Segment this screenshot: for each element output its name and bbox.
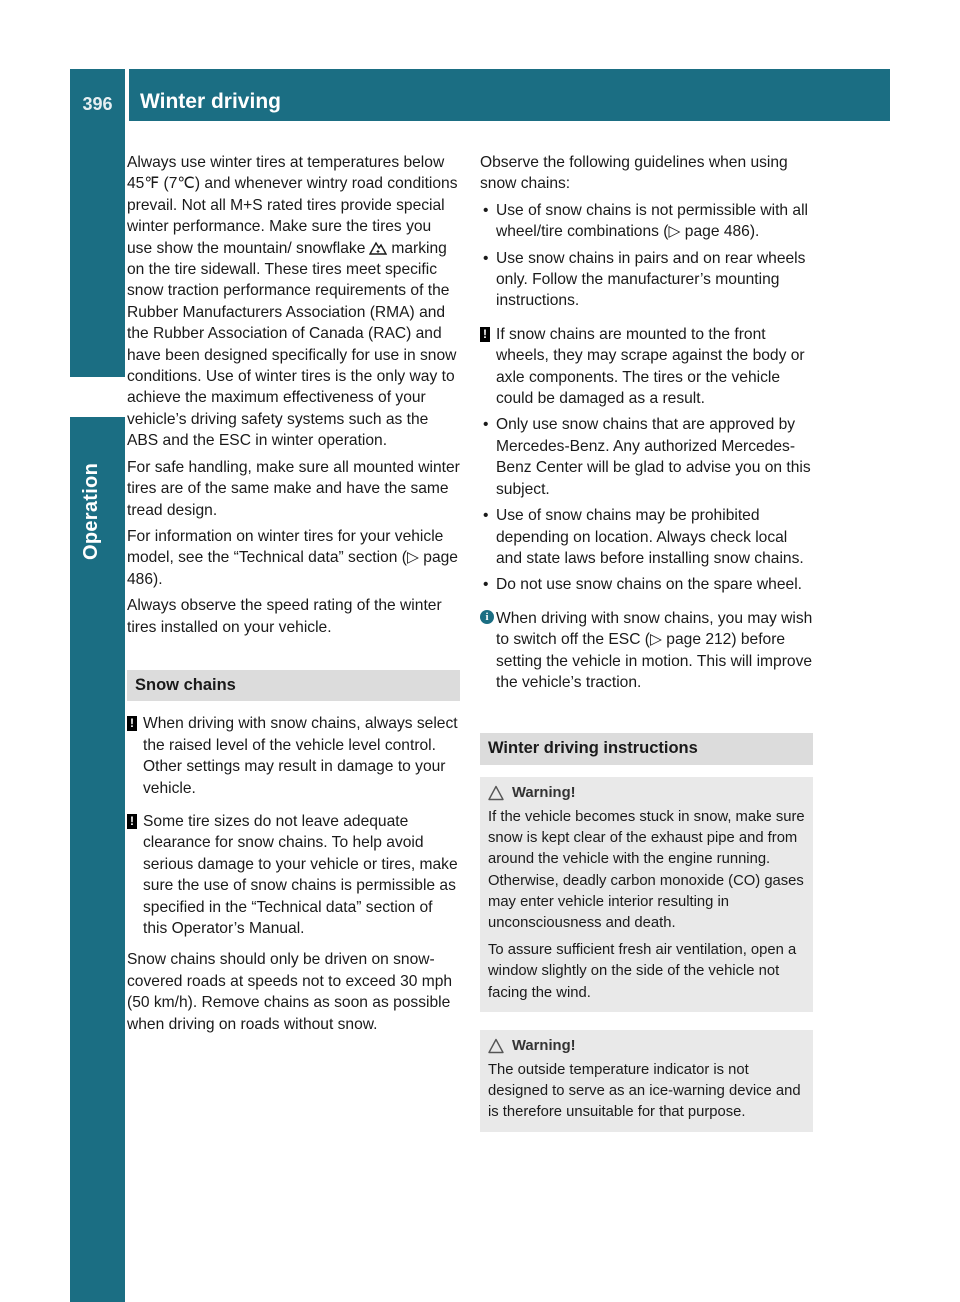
list-item: • Only use snow chains that are approved by Mercedes-Benz. Any authorized Mercedes-Benz Center will be glad to advise you on this subject. — [480, 414, 813, 500]
section-label: Operation — [80, 462, 102, 560]
warning-title: Warning! — [512, 1037, 576, 1054]
list-item: • Use snow chains in pairs and on rear wheels only. Follow the manufacturer’s mounting instructions. — [480, 248, 813, 312]
side-tab-marker — [70, 377, 125, 417]
header-divider — [125, 69, 129, 121]
exclamation-icon: ! — [127, 716, 137, 731]
exclamation-icon: ! — [480, 327, 490, 342]
info-icon: i — [480, 610, 494, 624]
right-column — [480, 152, 813, 1132]
page-title: Winter driving — [140, 90, 281, 113]
notice-vehicle-level: ! When driving with snow chains, always select the raised level of the vehicle level control. Other settings may result in damage to your vehicle. — [127, 713, 460, 799]
paragraph-safe-handling: For safe handling, make sure all mounted winter tires are of the same make and have the same tread design. — [127, 458, 460, 519]
list-item: • Do not use snow chains on the spare wheel. — [480, 574, 813, 595]
warning-triangle-icon — [488, 1038, 504, 1054]
section-heading-winter-driving: Winter driving instructions — [480, 733, 813, 764]
warning-text: If the vehicle becomes stuck in snow, make sure snow is kept clear of the exhaust pipe and from around the vehicle with the engine running. Otherwise, deadly carbon monoxide (CO) gases may enter vehicle interior resulting in unconsciousness and death. — [488, 808, 805, 931]
notice-front-wheels: ! If snow chains are mounted to the front wheels, they may scrape against the body or axle components. The tires or the vehicle could be damaged as a result. — [480, 324, 813, 410]
side-tab-block — [70, 121, 125, 1302]
paragraph-guidelines-intro: Observe the following guidelines when using snow chains: — [480, 154, 788, 193]
warning-triangle-icon — [488, 785, 504, 801]
paragraph-snow-chain-speed: Snow chains should only be driven on snow-covered roads at speeds not to exceed 30 mph (50 km/h). Remove chains as soon as possible when driving on roads without snow. — [127, 951, 453, 1033]
warning-text: To assure sufficient fresh air ventilation, open a window slightly on the side of the vehicle not facing the wind. — [488, 942, 797, 1001]
section-heading-snow-chains: Snow chains — [127, 670, 460, 701]
page-number: 396 — [82, 94, 113, 114]
paragraph-speed-rating: Always observe the speed rating of the winter tires installed on your vehicle. — [127, 597, 442, 636]
exclamation-icon: ! — [127, 814, 137, 829]
left-column — [127, 152, 460, 1040]
info-note-esc: i When driving with snow chains, you may wish to switch off the ESC (▷ page 212) before setting the vehicle in motion. This will improve the vehicle’s traction. — [480, 608, 813, 694]
warning-text: The outside temperature indicator is not designed to serve as an ice-warning device and is therefore unsuitable for that purpose. — [488, 1061, 801, 1121]
warning-title: Warning! — [512, 784, 576, 801]
warning-box-temperature — [480, 1030, 813, 1132]
list-item: • Use of snow chains is not permissible with all wheel/tire combinations (▷ page 486). — [480, 200, 813, 243]
paragraph-technical-data: For information on winter tires for your vehicle model, see the “Technical data” section (▷ page 486). — [127, 527, 458, 588]
mountain-snowflake-icon — [369, 238, 387, 256]
warning-box-exhaust — [480, 777, 813, 1012]
notice-clearance: ! Some tire sizes do not leave adequate clearance for snow chains. To help avoid serious damage to your vehicle or tires, make sure the use of snow chains is permissible as specified in the “Technical data” section of this Operator’s Manual. — [127, 811, 460, 939]
list-item: • Use of snow chains may be prohibited depending on location. Always check local and state laws before installing snow chains. — [480, 505, 813, 569]
paragraph-winter-tires: Always use winter tires at temperatures below 45℉ (7℃) and whenever wintry road conditions prevail. Not all M+S rated tires provide special winter performance. Make sure the tires you use show the mountain/ snowflake marking on the tire sidewall. These tires meet specific snow traction performance requirements of the Rubber Manufacturers Association (RMA) and the Rubber Association of Canada (RAC) and have been designed specifically for use in snow conditions. Use of winter tires is the only way to achieve the maximum effectiveness of your vehicle’s driving safety systems such as the ABS and the ESC in winter operation. — [127, 154, 458, 450]
